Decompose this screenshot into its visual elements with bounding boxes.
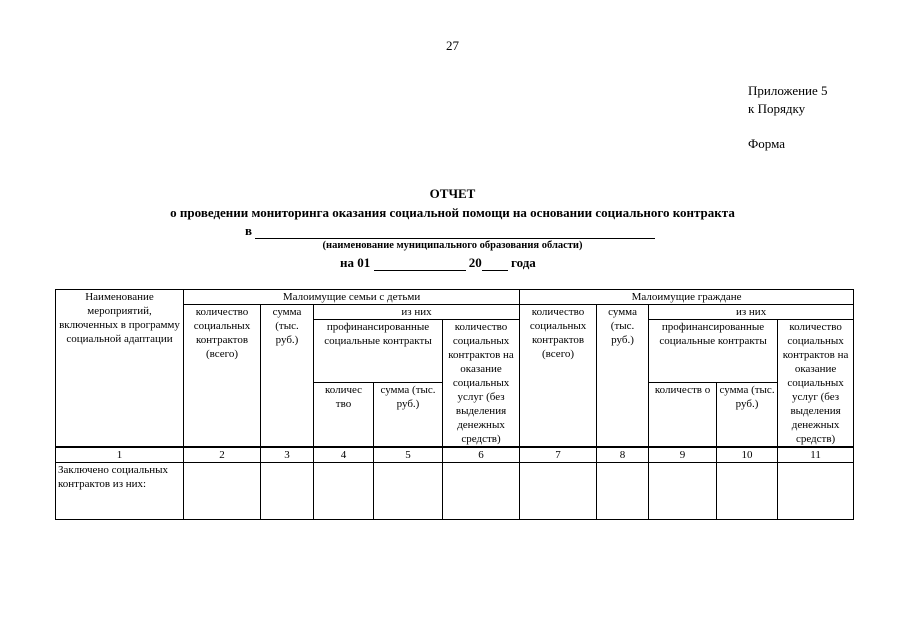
table-cell (717, 463, 778, 520)
table-cell (778, 463, 854, 520)
appendix-line-1: Приложение 5 (748, 83, 828, 98)
table-row (56, 463, 854, 520)
table-cell (443, 463, 520, 520)
header-sub-count-citizens: количеств о (649, 383, 717, 447)
municipality-blank (255, 222, 655, 239)
header-sub-count-families: количес тво (314, 383, 374, 447)
form-label: Форма (748, 136, 785, 151)
header-group-citizens: Малоимущие граждане (520, 290, 854, 305)
header-funded-families: профинансированные социальные контракты (314, 320, 443, 383)
column-number: 6 (443, 447, 520, 463)
table-cell (314, 463, 374, 520)
column-number: 10 (717, 447, 778, 463)
header-sub-sum-families: сумма (тыс. руб.) (374, 383, 443, 447)
report-table (55, 289, 854, 520)
municipality-caption: (наименование муниципального образования области) (322, 240, 583, 251)
header-name: Наименование мероприятий, включенных в программу социальной адаптации (56, 290, 184, 448)
header-of-them-citizens: из них (649, 305, 854, 320)
municipality-line (245, 222, 655, 239)
report-subtitle: о проведении мониторинга оказания социальной помощи на основании социального контракта (170, 205, 735, 220)
table-cell (261, 463, 314, 520)
table-cell (184, 463, 261, 520)
column-number: 7 (520, 447, 597, 463)
column-number: 9 (649, 447, 717, 463)
row-label-concluded: Заключено социальных контрактов из них: (56, 463, 184, 520)
header-funded-citizens: профинансированные социальные контракты (649, 320, 778, 383)
date-suffix: года (511, 255, 536, 270)
header-services-citizens: количество социальных контрактов на оказание социальных услуг (без выделения денежных средств) (778, 320, 854, 448)
date-line (340, 254, 536, 271)
date-prefix: на 01 (340, 255, 371, 270)
header-of-them-families: из них (314, 305, 520, 320)
header-sum-families: сумма (тыс. руб.) (261, 305, 314, 448)
report-title: ОТЧЕТ (429, 186, 476, 201)
column-numbers-row (56, 447, 854, 463)
table-cell (649, 463, 717, 520)
header-sum-citizens: сумма (тыс. руб.) (597, 305, 649, 448)
table-cell (520, 463, 597, 520)
header-group-families: Малоимущие семьи с детьми (184, 290, 520, 305)
column-number: 5 (374, 447, 443, 463)
column-number: 3 (261, 447, 314, 463)
header-count-citizens: количество социальных контрактов (всего) (520, 305, 597, 448)
header-sub-sum-citizens: сумма (тыс. руб.) (717, 383, 778, 447)
table-cell (374, 463, 443, 520)
column-number: 2 (184, 447, 261, 463)
column-number: 11 (778, 447, 854, 463)
date-year-prefix: 20 (468, 255, 482, 270)
page-number: 27 (446, 38, 459, 53)
appendix-reference (748, 82, 828, 118)
in-prefix: в (245, 223, 253, 238)
table-cell (597, 463, 649, 520)
header-services-families: количество социальных контрактов на оказание социальных услуг (без выделения денежных средств) (443, 320, 520, 448)
header-count-families: количество социальных контрактов (всего) (184, 305, 261, 448)
appendix-line-2: к Порядку (748, 101, 806, 116)
column-number: 4 (314, 447, 374, 463)
column-number: 1 (56, 447, 184, 463)
year-blank (482, 254, 508, 271)
column-number: 8 (597, 447, 649, 463)
date-blank (374, 254, 466, 271)
